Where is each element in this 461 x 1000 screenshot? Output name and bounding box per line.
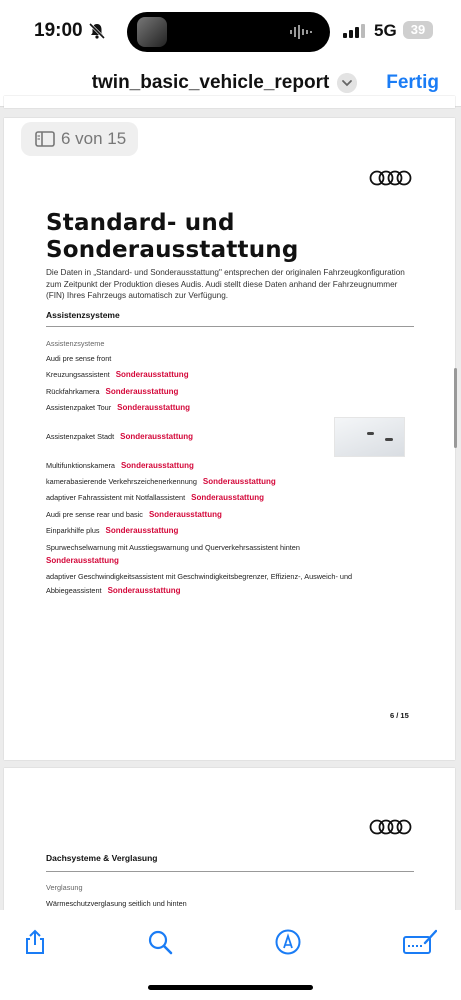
annotate-icon[interactable] — [403, 928, 437, 956]
done-button[interactable]: Fertig — [386, 72, 439, 93]
equipment-tag: Sonderausstattung — [115, 370, 189, 379]
search-icon[interactable] — [146, 928, 174, 956]
equipment-thumbnail — [334, 417, 405, 457]
bell-muted-icon — [88, 22, 106, 40]
equipment-name: Spurwechselwarnung mit Ausstiegswarnung und Querverkehrsassistent hinten — [46, 543, 300, 552]
page-indicator[interactable] — [21, 122, 138, 156]
section-divider — [46, 871, 414, 872]
equipment-tag: Sonderausstattung — [120, 461, 194, 470]
equipment-name: Audi pre sense rear und basic — [46, 510, 143, 519]
section-title: Assistenzsysteme — [46, 310, 120, 320]
equipment-name: Kreuzungsassistent — [46, 370, 110, 379]
sidebar-icon — [35, 131, 55, 147]
battery-icon — [403, 21, 433, 39]
equipment-tag: Sonderausstattung — [191, 493, 265, 502]
equipment-item — [46, 541, 366, 567]
page-indicator-label: 6 von 15 — [61, 129, 127, 148]
equipment-item — [46, 385, 346, 398]
home-indicator[interactable] — [148, 985, 313, 990]
intro-paragraph: Die Daten in „Standard- und Sonderausstattung" entsprechen der originalen Fahrzeugkonfiguration zum Zeitpunkt der Produktion dieses Audis. Audi stellt diese Daten anhand der Fahrzeugnummer (FIN) Ihres Fahrzeugs automatisch zur Verfügung. — [46, 268, 405, 300]
equipment-item — [46, 475, 386, 488]
equipment-name: Rückfahrkamera — [46, 387, 100, 396]
equipment-tag: Sonderausstattung — [202, 477, 276, 486]
page-number: 6 / 15 — [390, 711, 409, 720]
audi-logo — [369, 819, 413, 835]
previous-page — [4, 96, 455, 108]
equipment-tag: Sonderausstattung — [107, 586, 181, 595]
equipment-tag: Sonderausstattung — [46, 556, 119, 565]
equipment-item — [46, 897, 346, 910]
scrollbar[interactable] — [454, 368, 457, 448]
dynamic-island — [127, 12, 330, 52]
equipment-name: adaptiver Geschwindigkeitsassistent mit Geschwindigkeitsbegrenzer, Effizienz-, Ausweich- und Abbiegeassistent — [46, 572, 353, 595]
section-title: Dachsysteme & Verglasung — [46, 853, 158, 863]
equipment-name: Wärmeschutzverglasung seitlich und hinten — [46, 899, 187, 908]
equipment-item — [46, 459, 346, 472]
equipment-item — [46, 401, 346, 414]
equipment-tag: Sonderausstattung — [148, 510, 222, 519]
equipment-item — [46, 570, 366, 598]
category-label: Verglasung — [46, 883, 83, 892]
document-title[interactable]: twin_basic_vehicle_report — [91, 72, 330, 93]
markup-icon[interactable] — [274, 928, 302, 956]
equipment-name: Einparkhilfe plus — [46, 526, 100, 535]
equipment-tag: Sonderausstattung — [105, 526, 179, 535]
equipment-item — [46, 430, 346, 443]
media-thumbnail — [137, 17, 167, 47]
audio-wave-icon — [290, 25, 316, 39]
equipment-name: Assistenzpaket Stadt — [46, 432, 115, 441]
equipment-item — [46, 368, 346, 381]
equipment-name: adaptiver Fahrassistent mit Notfallassistent — [46, 493, 186, 502]
category-label: Assistenzsysteme — [46, 339, 105, 348]
equipment-name: kamerabasierende Verkehrszeichenerkennung — [46, 477, 197, 486]
share-icon[interactable] — [21, 928, 49, 956]
signal-icon — [343, 24, 367, 38]
equipment-tag: Sonderausstattung — [117, 403, 191, 412]
section-divider — [46, 326, 414, 327]
status-bar — [0, 0, 461, 62]
equipment-name: Assistenzpaket Tour — [46, 403, 112, 412]
equipment-tag: Sonderausstattung — [105, 387, 179, 396]
audi-logo — [369, 170, 413, 186]
equipment-item — [46, 352, 346, 365]
clock: 19:00 — [34, 20, 83, 41]
chevron-down-icon[interactable] — [337, 73, 357, 93]
equipment-name: Multifunktionskamera — [46, 461, 115, 470]
equipment-item — [46, 491, 386, 504]
equipment-item — [46, 524, 346, 537]
page-heading — [46, 210, 299, 264]
heading-line-2: Sonderausstattung — [46, 237, 299, 263]
network-type: 5G — [374, 21, 397, 40]
equipment-item — [46, 508, 346, 521]
battery-level: 39 — [410, 22, 426, 37]
equipment-name: Audi pre sense front — [46, 354, 112, 363]
equipment-tag: Sonderausstattung — [120, 432, 194, 441]
heading-line-1: Standard- und — [46, 210, 235, 236]
